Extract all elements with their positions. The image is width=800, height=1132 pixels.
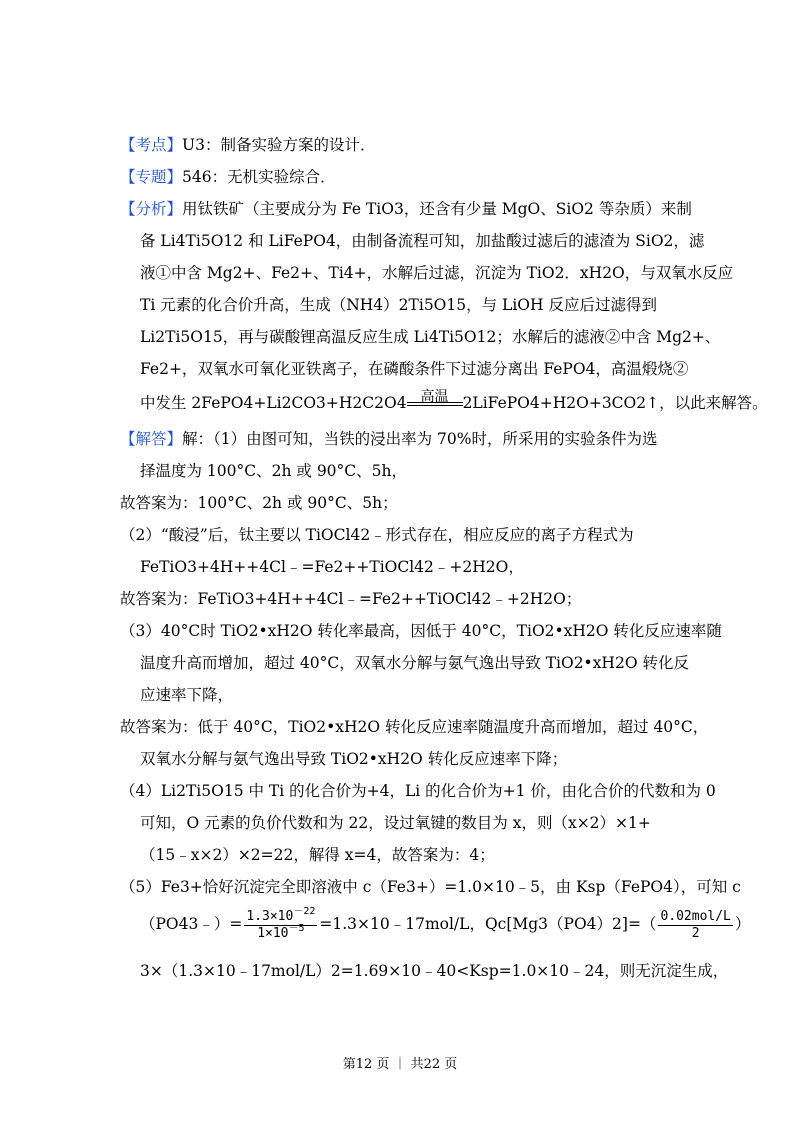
line-fenxi-4 xyxy=(140,294,657,316)
text-fenxi-2: 备 Li4Ti5O12 和 LiFePO4，由制备流程可知，加盐酸过滤后的滤渣为 SiO2，滤 xyxy=(140,232,705,250)
line-fenxi-3 xyxy=(140,262,733,284)
fraction-1-denominator xyxy=(244,922,317,942)
line-q5-3 xyxy=(140,960,728,982)
line-answer-3a xyxy=(120,716,708,738)
fraction-1-numerator xyxy=(244,905,317,926)
text-answer-3a: 故答案为：低于 40°C，TiO2•xH2O 转化反应速率随温度升高而增加，超过 40°C， xyxy=(120,718,709,736)
text-answer-1: 故答案为：100°C、2h 或 90°C、5h； xyxy=(120,494,398,512)
fraction-1-num-exp: －22 xyxy=(293,905,316,917)
tag-fenxi: 【分析】 xyxy=(120,200,183,218)
fraction-2-denominator: 2 xyxy=(691,925,700,941)
text-answer-3b: 双氧水分解与氨气逸出导致 TiO2•xH2O 转化反应速率下降； xyxy=(140,750,568,768)
condition-label: 高温 xyxy=(420,389,449,405)
text-kaodian: U3：制备实验方案的设计． xyxy=(182,136,376,154)
line-jieda-1 xyxy=(120,428,658,450)
fraction-2-numerator: 0.02mol/L xyxy=(660,908,731,924)
line-q4-1 xyxy=(120,780,716,802)
text-q2-2: FeTiO3+4H++4Cl﹣=Fe2++TiOCl42﹣+2H2O， xyxy=(140,558,524,576)
text-q4-1: （4）Li2Ti5O15 中 Ti 的化合价为+4，Li 的化合价为+1 价，由化合价的代数和为 0 xyxy=(120,782,716,800)
line-q5-1 xyxy=(120,876,741,898)
text-fenxi-3: 液①中含 Mg2+、Fe2+、Ti4+，水解后过滤，沉淀为 TiO2．xH2O，与双氧水反应 xyxy=(140,264,734,282)
line-answer-3b xyxy=(140,748,567,770)
line-q4-3 xyxy=(140,844,495,866)
text-q3-3: 应速率下降， xyxy=(140,686,234,704)
text-q4-2: 可知，O 元素的负价代数和为 22，设过氧键的数目为 x，则（x×2）×1+ xyxy=(140,814,651,832)
reaction-condition xyxy=(407,389,463,414)
text-q5-2a: （PO43﹣）= xyxy=(140,915,243,933)
line-q3-2 xyxy=(140,652,689,674)
page-footer: 第12 页 ｜ 共22 页 xyxy=(342,1057,458,1072)
fraction-1 xyxy=(244,905,317,942)
line-zhuanti xyxy=(120,166,336,188)
text-fenxi-7a: 中发生 2FePO4+Li2CO3+H2C2O4 xyxy=(140,394,407,412)
text-fenxi-1: 用钛铁矿（主要成分为 Fe TiO3，还含有少量 MgO、SiO2 等杂质）来制 xyxy=(182,200,692,218)
text-q5-1: （5）Fe3+恰好沉淀完全即溶液中 c（Fe3+）=1.0×10﹣5，由 Ksp（FePO4），可知 c xyxy=(120,878,741,896)
line-fenxi-1 xyxy=(120,198,692,220)
line-fenxi-2 xyxy=(140,230,704,252)
text-q2-1: （2）“酸浸”后，钛主要以 TiOCl42﹣形式存在，相应反应的离子方程式为 xyxy=(120,526,634,544)
line-fenxi-6 xyxy=(140,358,688,380)
line-q2-1 xyxy=(120,524,634,546)
text-fenxi-6: Fe2+，双氧水可氧化亚铁离子，在磷酸条件下过滤分离出 FePO4，高温煅烧② xyxy=(140,360,689,378)
text-q5-2c: ） xyxy=(734,915,751,933)
line-kaodian xyxy=(120,134,375,156)
text-fenxi-4: Ti 元素的化合价升高，生成（NH4）2Ti5O15，与 LiOH 反应后过滤得到 xyxy=(140,296,657,314)
line-q3-1 xyxy=(120,620,722,642)
text-jieda-2: 择温度为 100°C、2h 或 90°C、5h， xyxy=(140,462,407,480)
line-q3-3 xyxy=(140,684,233,706)
text-q5-2b: =1.3×10﹣17mol/L，Qc[Mg3（PO4）2]=（ xyxy=(319,915,657,933)
text-fenxi-5: Li2Ti5O15，再与碳酸锂高温反应生成 Li4Ti5O12；水解后的滤液②中含 Mg2+、 xyxy=(140,328,721,346)
line-q2-2 xyxy=(140,556,524,578)
fraction-1-den-base: 1×10 xyxy=(257,925,289,941)
line-fenxi-7 xyxy=(140,389,768,414)
text-answer-2: 故答案为：FeTiO3+4H++4Cl﹣=Fe2++TiOCl42﹣+2H2O； xyxy=(120,590,582,608)
tag-zhuanti: 【专题】 xyxy=(120,168,183,186)
text-zhuanti: 546：无机实验综合． xyxy=(182,168,336,186)
text-q4-3: （15﹣x×2）×2=22，解得 x=4，故答案为：4； xyxy=(140,846,495,864)
line-fenxi-5 xyxy=(140,326,720,348)
tag-kaodian: 【考点】 xyxy=(120,136,183,154)
fraction-1-num-base: 1.3×10 xyxy=(246,908,294,924)
text-jieda-1: 解：（1）由图可知，当铁的浸出率为 70%时，所采用的实验条件为选 xyxy=(182,430,658,448)
text-fenxi-7b: 2LiFePO4+H2O+3CO2↑，以此来解答。 xyxy=(462,394,768,412)
text-q3-2: 温度升高而增加，超过 40°C，双氧水分解与氨气逸出导致 TiO2•xH2O 转化反 xyxy=(140,654,689,672)
line-answer-1 xyxy=(120,492,398,514)
tag-jieda: 【解答】 xyxy=(120,430,183,448)
text-q3-1: （3）40°C时 TiO2•xH2O 转化率最高，因低于 40°C，TiO2•xH2O 转化反应速率随 xyxy=(120,622,722,640)
line-jieda-2 xyxy=(140,460,407,482)
line-q5-2 xyxy=(140,904,750,944)
fraction-2 xyxy=(658,909,732,942)
fraction-1-den-exp: －5 xyxy=(288,922,305,934)
line-q4-2 xyxy=(140,812,651,834)
text-q5-3: 3×（1.3×10﹣17mol/L）2=1.69×10﹣40<Ksp=1.0×10﹣24，则无沉淀生成， xyxy=(140,962,729,980)
line-answer-2 xyxy=(120,588,581,610)
